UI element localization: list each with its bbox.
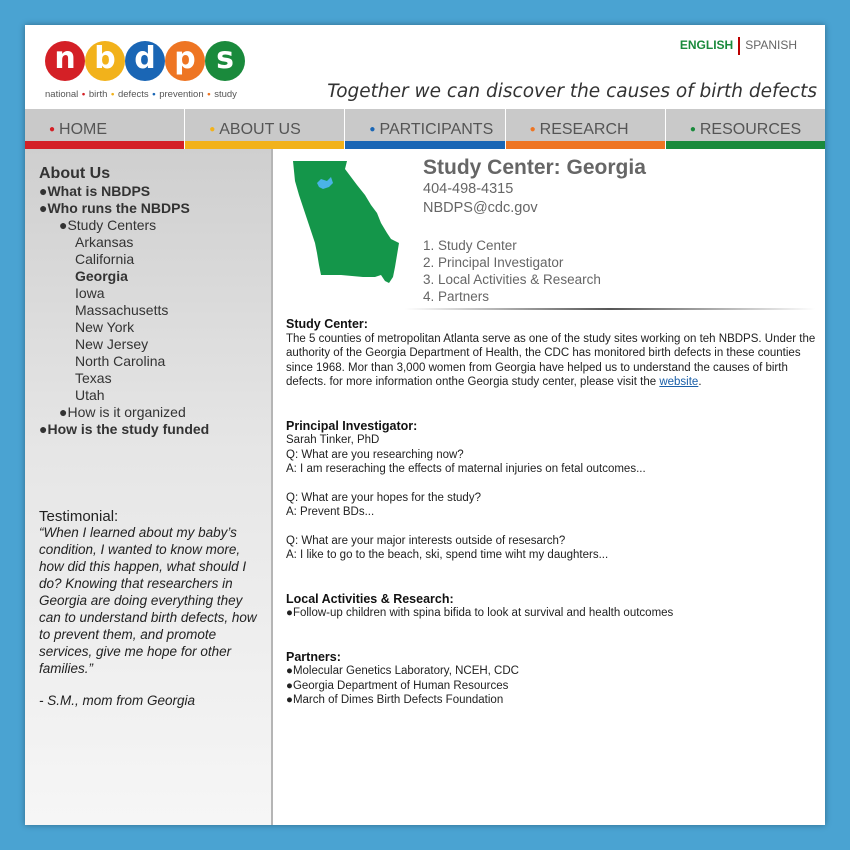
logo-word-birth: birth [88,89,108,100]
study-center-text [286,332,816,390]
study-center-heading: Study Center: [286,317,368,331]
language-separator [738,37,740,55]
sidebar-item-utah[interactable]: Utah [75,387,105,403]
nav-resources-label: RESOURCES [699,121,802,138]
page-title: Study Center: Georgia [423,156,646,179]
nbdps-logo[interactable] [43,39,283,109]
sidebar-nav [39,183,209,438]
sidebar-item-how-organized[interactable]: ●How is it organized [59,404,186,420]
qa-answer: A: I like to go to the beach, ski, spend time wiht my daughters... [286,549,609,561]
principal-investigator-section [286,419,816,563]
logo-letter-n: n [45,41,85,81]
list-item: ●Georgia Department of Human Resources [286,679,509,692]
language-switch [680,37,797,55]
nav-bullet: ● [49,124,56,135]
sidebar-item-north-carolina[interactable]: North Carolina [75,353,166,369]
local-activities-section [286,592,816,621]
page [25,25,825,825]
sidebar-item-study-centers[interactable]: ●Study Centers [59,217,157,233]
sidebar-item-georgia[interactable]: Georgia [75,268,128,284]
georgia-map-icon [291,159,403,291]
nav-bullet: ● [369,124,376,135]
sidebar-item-what-is-nbdps[interactable]: ●What is NBDPS [39,183,151,199]
study-center-section [286,317,816,390]
list-item: ●Molecular Genetics Laboratory, NCEH, CDC [286,665,519,677]
sidebar-item-texas[interactable]: Texas [75,370,112,386]
investigator-name: Sarah Tinker, PhD [286,434,380,446]
toc-item-study-center[interactable]: 1. Study Center [423,238,517,253]
sidebar-title: About Us [39,165,111,182]
study-center-period: . [698,376,702,388]
partners-heading: Partners: [286,649,341,664]
logo-word-national: national [45,89,79,100]
logo-letter-s: s [205,41,245,81]
sidebar-item-iowa[interactable]: Iowa [75,285,105,301]
toc-item-local-activities[interactable]: 3. Local Activities & Research [423,272,601,287]
partners-section [286,650,816,708]
divider [405,308,815,310]
nav-participants[interactable] [345,109,505,149]
logo-word-study: study [214,89,237,100]
qa-question: Q: What are you researching now? [286,448,464,461]
logo-tagline: national • birth • defects • prevention • study [45,89,237,100]
nav-research-bar [506,141,665,149]
qa-question: Q: What are your hopes for the study? [286,491,481,504]
logo-letter-p: p [165,41,205,81]
nav-resources-bar [666,141,825,149]
nav-about-us-label: ABOUT US [219,121,301,138]
toc-item-principal-investigator[interactable]: 2. Principal Investigator [423,255,564,270]
local-activities-heading: Local Activities & Research: [286,591,454,606]
spanish-link[interactable]: SPANISH [745,38,797,53]
sidebar-item-massachusetts[interactable]: Massachusetts [75,302,169,318]
qa-answer: A: I am reseraching the effects of maternal injuries on fetal outcomes... [286,463,646,475]
nav-home-label: HOME [59,121,108,138]
main-nav [25,109,825,149]
study-center-body: The 5 counties of metropolitan Atlanta serve as one of the study sites working on teh NBDPS. Under the authority of the Georgia Department of Health, the CDC has monitored birth defects in these counties since 1968. Mor than 3,000 women from Georgia have helped us to understand the causes of birth defects. for more information onthe Georgia study center, please visit the [286,332,816,388]
nav-research-label: RESEARCH [539,121,629,138]
logo-letter-d: d [125,41,165,81]
sidebar-item-who-runs[interactable]: ●Who runs the NBDPS [39,200,190,216]
nav-home[interactable] [25,109,185,149]
nav-home-bar [25,141,184,149]
list-item: ●Follow-up children with spina bifida to look at survival and health outcomes [286,607,674,619]
sidebar-item-new-jersey[interactable]: New Jersey [75,336,149,352]
logo-word-prevention: prevention [159,89,204,100]
qa-question: Q: What are your major interests outside of resesarch? [286,534,566,547]
nav-resources[interactable] [666,109,825,149]
qa-answer: A: Prevent BDs... [286,506,375,518]
sidebar [25,149,273,825]
testimonial-signature: - S.M., mom from Georgia [39,693,196,708]
logo-letter-b: b [85,41,125,81]
nav-research[interactable] [506,109,666,149]
nav-about-us-bar [185,141,344,149]
english-link[interactable]: ENGLISH [679,38,734,53]
principal-investigator-heading: Principal Investigator: [286,418,418,433]
nav-participants-label: PARTICIPANTS [379,121,494,138]
table-of-contents [423,237,601,305]
nav-about-us[interactable] [185,109,345,149]
sidebar-item-arkansas[interactable]: Arkansas [75,234,134,250]
testimonial-title: Testimonial: [39,508,119,525]
sidebar-item-how-funded[interactable]: ●How is the study funded [39,421,210,437]
sidebar-item-new-york[interactable]: New York [75,319,135,335]
email-address[interactable]: NBDPS@cdc.gov [423,200,538,216]
phone-number: 404-498-4315 [423,181,514,197]
nav-participants-bar [345,141,504,149]
nav-bullet: ● [689,124,696,135]
nav-bullet: ● [529,124,536,135]
site-slogan: Together we can discover the causes of birth defects [327,81,817,102]
nav-bullet: ● [209,124,216,135]
sidebar-item-california[interactable]: California [75,251,135,267]
testimonial-text: “When I learned about my baby’s condition, I wanted to know more, how did this happen, what should I do? Knowing that researchers in Georgia are doing everything they can to understand birth defects, how to prevent them, and promote services, give me hope for other families.” [39,525,257,676]
toc-item-partners[interactable]: 4. Partners [423,289,490,304]
website-link[interactable]: website [659,376,699,388]
main-content [286,317,816,708]
logo-word-defects: defects [117,89,149,100]
list-item: ●March of Dimes Birth Defects Foundation [286,694,504,706]
